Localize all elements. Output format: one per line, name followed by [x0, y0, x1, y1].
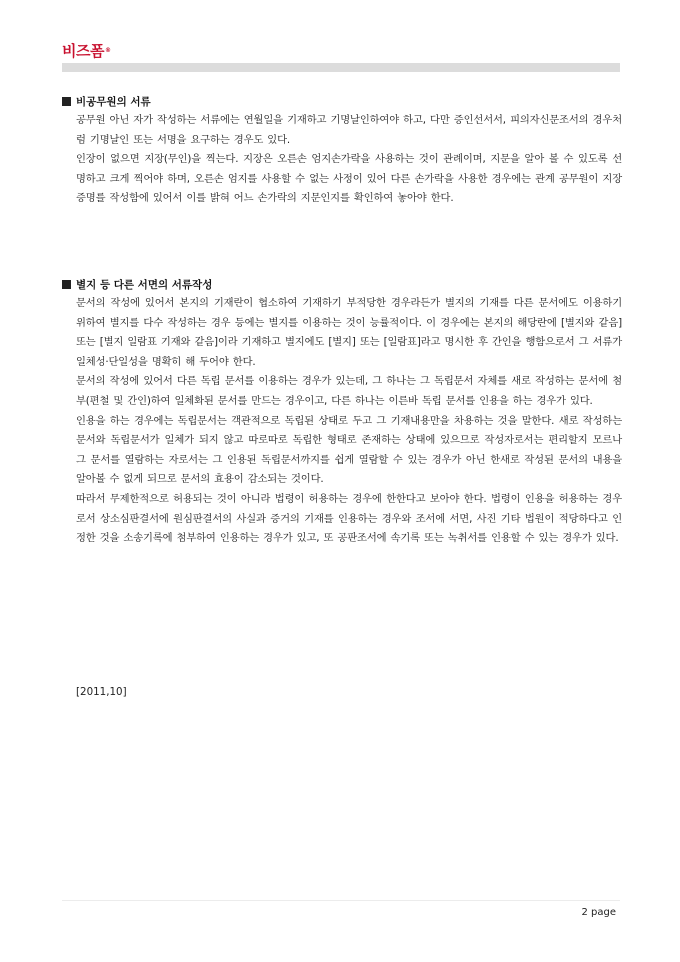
section-heading — [62, 276, 622, 294]
paragraph: 인장이 없으면 지장(무인)을 찍는다. 지장은 오른손 엄지손가락을 사용하는 것이 관례이며, 지문을 알아 볼 수 있도록 선명하고 크게 찍어야 하며, 오른손 엄지를 사용할 수 없는 사정이 있어 다른 손가락을 사용한 경우에는 관계 공무원이 지장증명를 작성함에 있어서 이를 밝혀 어느 손가락의 지문인지를 확인하여 놓아야 한다. — [76, 153, 622, 205]
footer-divider — [62, 900, 620, 901]
section-heading-text: 별지 등 다른 서면의 서류작성 — [76, 279, 213, 291]
paragraph: 따라서 무제한적으로 허용되는 것이 아니라 법령이 허용하는 경우에 한한다고 보아야 한다. 법령이 인용을 허용하는 경우로서 상소심판결서에 원심판결서의 사실과 증거의 기재를 인용하는 경우와 조서에 서면, 사진 기타 법원이 적당하다고 인정한 것을 소송기록에 첨부하여 인용하는 경우가 있고, 또 공판조서에 속기록 또는 녹취서를 인용할 수 있는 경우가 있다. — [76, 492, 622, 545]
paragraph: 공무원 아닌 자가 작성하는 서류에는 연월일을 기재하고 기명날인하여야 하고, 다만 증인선서서, 피의자신문조서의 경우처럼 기명날인 또는 서명을 요구하는 경우도 있다. — [76, 114, 622, 146]
paragraph: 인용을 하는 경우에는 독립문서는 객관적으로 독립된 상태로 두고 그 기재내용만을 차용하는 것을 말한다. 새로 작성하는 문서와 독립문서가 일체가 되지 않고 따로따로 독립한 형태로 존재하는 상태에 있으므로 작성자로서는 편리할지 모르나 그 문서를 열람하는 자로서는 그 인용된 독립문서까지를 쉽게 열람할 수 있는 경우가 아닌 한새로 작성된 문서의 내용을 알아볼 수 없게 되므로 문서의 효용이 감소되는 것이다. — [76, 414, 622, 486]
page-number: 2 page — [581, 907, 616, 918]
bizform-logo — [62, 42, 110, 60]
document-date: [2011,10] — [76, 686, 127, 698]
section-attachment-documents — [62, 276, 622, 549]
section-heading — [62, 93, 622, 111]
registered-mark: ® — [104, 47, 111, 54]
paragraph: 문서의 작성에 있어서 본지의 기재란이 협소하여 기재하기 부적당한 경우라든가 별지의 기재를 다른 문서에도 이용하기 위하여 별지를 다수 작성하는 경우 등에는 별지를 이용하는 것이 능률적이다. 이 경우에는 본지의 해당란에 [별지와 같음] 또는 [별지 일람표 기재와 같음]이라 기재하고 별지에도 [별지] 또는 [일람표]라고 명시한 후 간인을 행함으로서 그 서류가 일체성·단일성을 명확히 해 두어야 한다. — [76, 297, 622, 368]
section-body — [62, 294, 622, 549]
section-body — [62, 111, 622, 209]
paragraph: 문서의 작성에 있어서 다른 독립 문서를 이용하는 경우가 있는데, 그 하나는 그 독립문서 자체를 새로 작성하는 문서에 첨부(편철 및 간인)하여 일체화된 문서를 만드는 경우이고, 다른 하나는 이른바 독립 문서를 인용을 하는 경우가 있다. — [76, 375, 622, 407]
section-heading-text: 비공무원의 서류 — [76, 96, 151, 108]
square-bullet-icon — [62, 280, 71, 289]
section-non-official-documents — [62, 93, 622, 209]
square-bullet-icon — [62, 97, 71, 106]
logo-text: 비즈폼 — [62, 42, 104, 60]
header-bar — [62, 63, 620, 72]
